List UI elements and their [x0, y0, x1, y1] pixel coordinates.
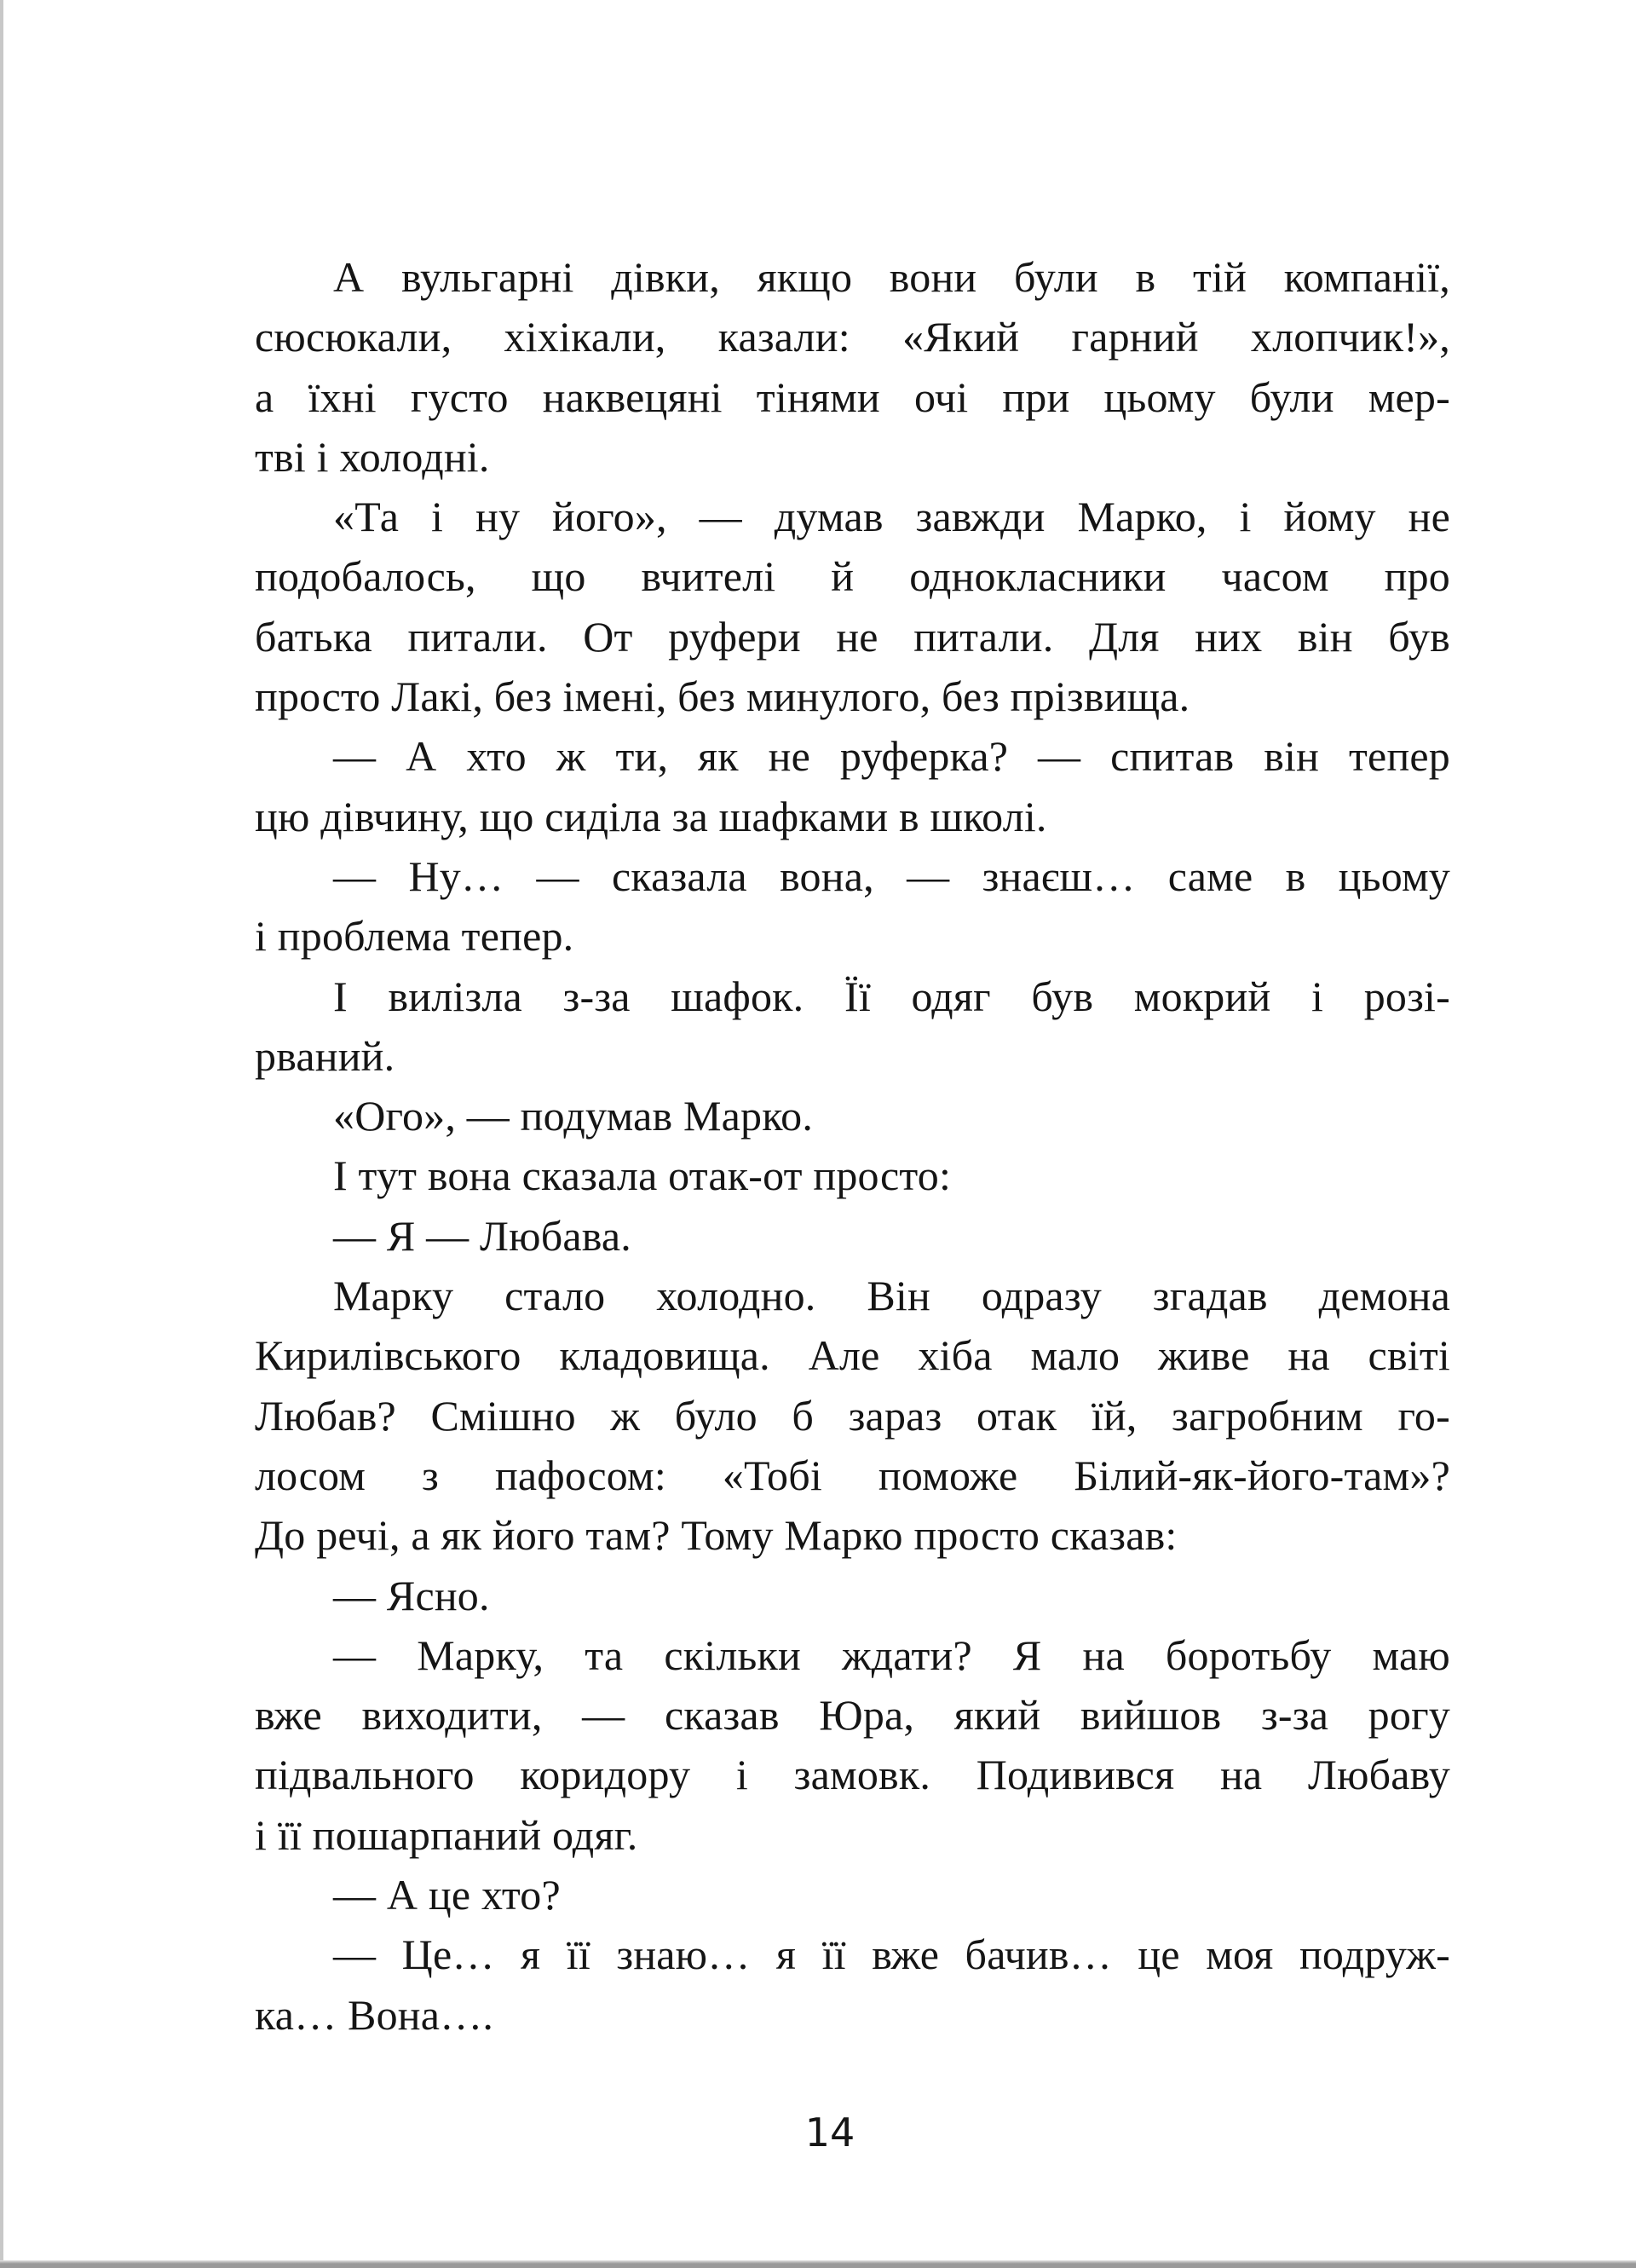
- text-line: — Марку, та скільки ждати? Я на боротьбу маю: [333, 1630, 1450, 1679]
- text-line: — Я — Любава.: [333, 1211, 631, 1260]
- text-line: — А хто ж ти, як не руферка? — спитав він тепер: [333, 732, 1450, 781]
- text-line: — А це хто?: [333, 1871, 561, 1919]
- text-line: І вилізла з-за шафок. Її одяг був мокрий і розі-: [333, 972, 1450, 1020]
- viewer-bottom-edge: [0, 2260, 1636, 2268]
- text-line: — Ясно.: [333, 1571, 490, 1619]
- text-line: — Це… я її знаю… я її вже бачив… це моя подруж-: [333, 1930, 1450, 1979]
- text-line: тві і холодні.: [255, 432, 490, 481]
- text-line: І тут вона сказала отак-от просто:: [333, 1151, 952, 1200]
- text-line: просто Лакі, без імені, без минулого, без прізвища.: [255, 672, 1190, 721]
- text-line: подобалось, що вчителі й однокласники часом про: [255, 552, 1450, 601]
- text-line: До речі, а як його там? Тому Марко просто сказав:: [255, 1511, 1178, 1560]
- text-line: сюсюкали, хіхікали, казали: «Який гарний хлопчик!»,: [255, 313, 1450, 361]
- text-line: і проблема тепер.: [255, 912, 574, 961]
- text-line: цю дівчину, що сиділа за шафками в школі.: [255, 792, 1047, 840]
- text-line: Любав? Смішно ж було б зараз отак їй, загробним го-: [255, 1391, 1450, 1440]
- text-line: Марку стало холодно. Він одразу згадав демона: [333, 1272, 1450, 1320]
- text-line: батька питали. От руфери не питали. Для них він був: [255, 612, 1450, 661]
- text-line: вже виходити, — сказав Юра, який вийшов з-за рогу: [255, 1691, 1450, 1740]
- text-line: підвального коридору і замовк. Подивився на Любаву: [255, 1751, 1450, 1799]
- page-number: 14: [804, 2109, 855, 2155]
- text-line: ка… Вона….: [255, 1990, 494, 2039]
- text-line: Кирилівського кладовища. Але хіба мало живе на світі: [255, 1331, 1450, 1380]
- text-line: «Та і ну його», — думав завжди Марко, і йому не: [333, 493, 1450, 541]
- text-line: лосом з пафосом: «Тобі поможе Білий-як-його-там»?: [255, 1451, 1450, 1499]
- page-body-text: [255, 247, 1450, 2045]
- text-line: — Ну… — сказала вона, — знаєш… саме в цьому: [333, 851, 1450, 900]
- text-line: а їхні густо наквецяні тінями очі при цьому були мер-: [255, 372, 1450, 421]
- text-line: «Ого», — подумав Марко.: [333, 1092, 814, 1140]
- text-line: рваний.: [255, 1031, 395, 1080]
- text-line: і її пошарпаний одяг.: [255, 1810, 638, 1859]
- text-line: А вульгарні дівки, якщо вони були в тій компанії,: [333, 253, 1450, 301]
